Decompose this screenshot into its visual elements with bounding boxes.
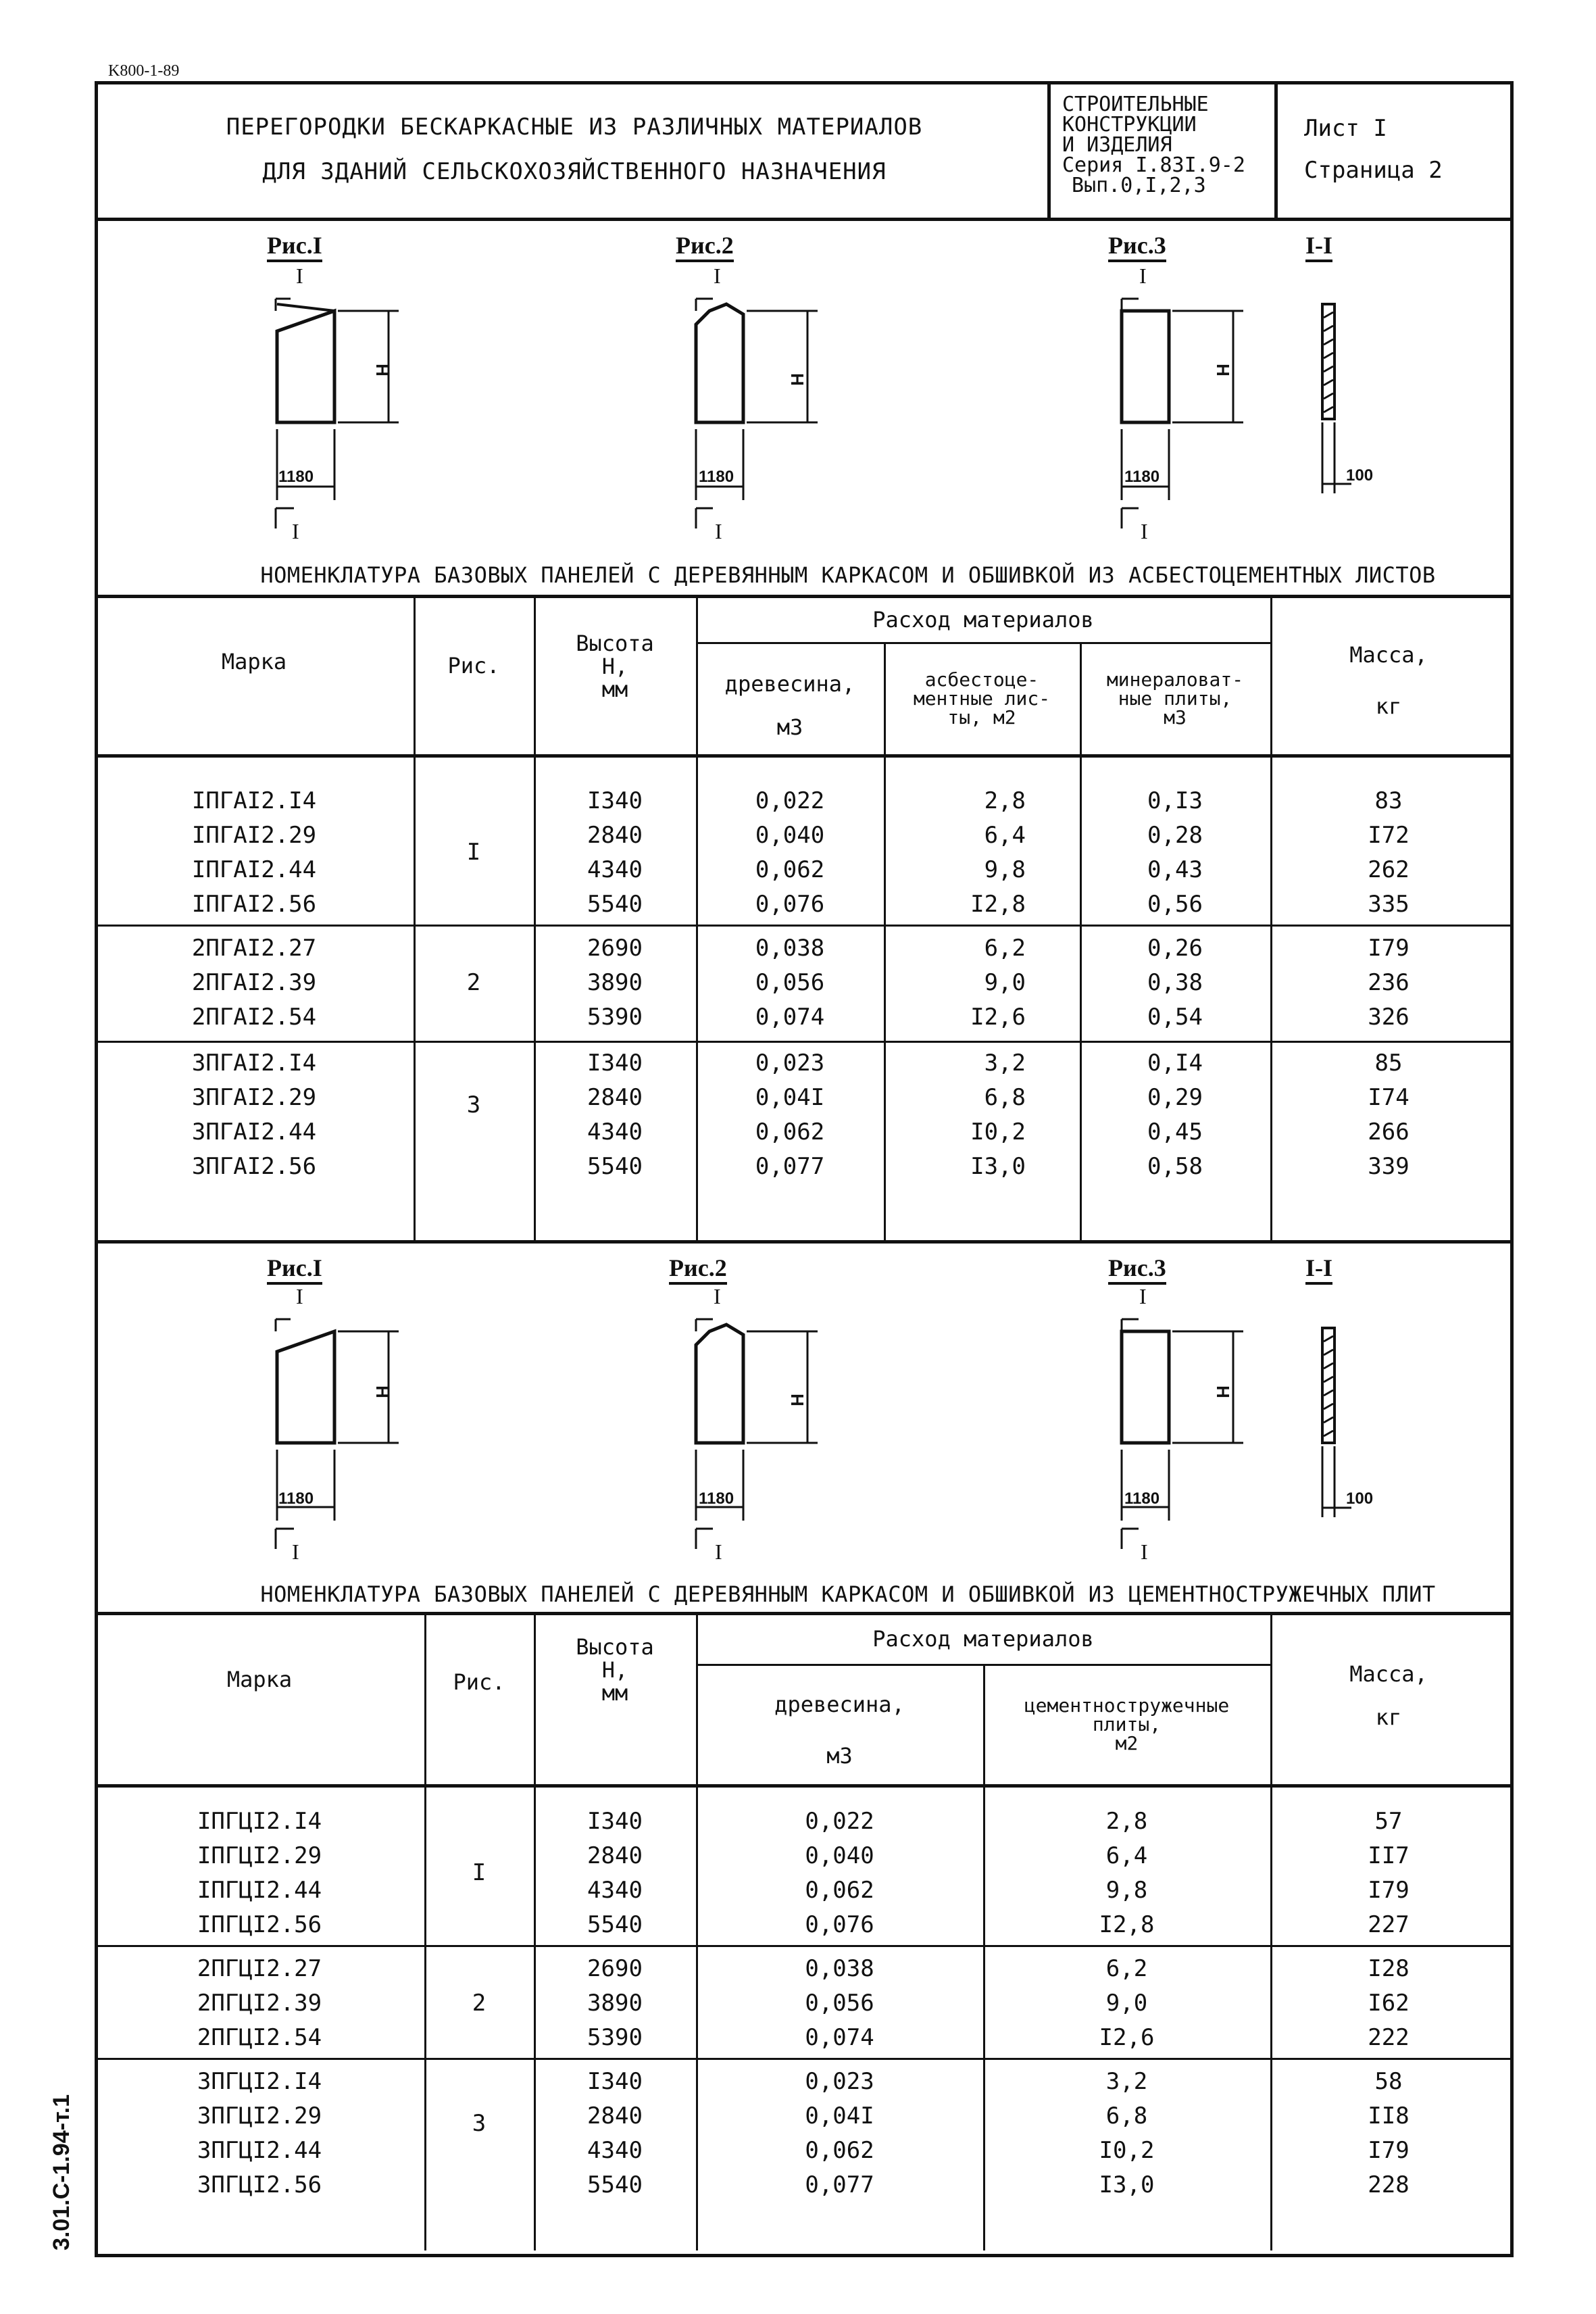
cell-height: 2840 — [587, 1084, 643, 1111]
cell-asb: I0,2 — [970, 1118, 1026, 1146]
t1-h-height — [534, 632, 696, 701]
cell-asb: I2,8 — [970, 891, 1026, 918]
fig-1-drawing-2 — [257, 1284, 412, 1568]
cell-mass: I79 — [1368, 2137, 1410, 2164]
cell-mark: 3ПГЦI2.29 — [197, 2102, 322, 2130]
t1-group-line-1 — [95, 925, 1510, 927]
cell-wood: 0,022 — [755, 787, 825, 814]
t2-h-csp-3: м2 — [1115, 1732, 1139, 1754]
cell-asb: 6,2 — [984, 935, 1026, 962]
cell-height: I340 — [587, 2068, 643, 2095]
title-bottom-line — [95, 218, 1510, 221]
cell-mass: 57 — [1374, 1808, 1403, 1835]
cell-wood: 0,04I — [805, 2102, 874, 2130]
cell-mass: 85 — [1374, 1050, 1403, 1077]
title-line-2: ДЛЯ ЗДАНИЙ СЕЛЬСКОХОЗЯЙСТВЕННОГО НАЗНАЧЕНИЯ — [262, 158, 887, 185]
cell-height: 5540 — [587, 891, 643, 918]
cell-height: 2840 — [587, 1842, 643, 1869]
cell-height: 4340 — [587, 856, 643, 883]
cell-mass: 326 — [1368, 1004, 1410, 1031]
cell-mark: 2ПГЦI2.27 — [197, 1955, 322, 1982]
cell-mass: I28 — [1368, 1955, 1410, 1982]
t1-h-consumption: Расход материалов — [872, 607, 1094, 633]
t1-h-fig: Рис. — [447, 653, 500, 679]
section-thickness-dim: 100 — [1346, 466, 1374, 485]
page-number: Страница 2 — [1304, 157, 1443, 184]
cell-height: I340 — [587, 1808, 643, 1835]
cell-mark: 3ПГЦI2.56 — [197, 2171, 322, 2198]
cell-mineral: 0,54 — [1147, 1004, 1203, 1031]
cell-mass: I62 — [1368, 1990, 1410, 2017]
cell-wood: 0,062 — [755, 856, 825, 883]
cell-mark: 2ПГЦI2.39 — [197, 1990, 322, 2017]
cell-csp: I2,6 — [1099, 2024, 1155, 2051]
cell-mass: 339 — [1368, 1153, 1410, 1180]
t1-bottom — [95, 1240, 1510, 1244]
t2-h-mass-2: кг — [1375, 1704, 1402, 1730]
t2-header-bottom — [95, 1784, 1510, 1788]
cell-csp: I3,0 — [1099, 2171, 1155, 2198]
fig-2-width-dim: 1180 — [699, 468, 734, 486]
fig-1-drawing — [257, 264, 412, 547]
fig-2-cut-bottom: I — [715, 519, 722, 543]
t1-h-mineral-1: минераловат- — [1106, 668, 1244, 691]
t1-h-wood — [696, 672, 884, 739]
cell-asb: 6,8 — [984, 1084, 1026, 1111]
cell-mineral: 0,56 — [1147, 891, 1203, 918]
cell-height: 2840 — [587, 2102, 643, 2130]
cell-mass: 222 — [1368, 2024, 1410, 2051]
cell-mark: 3ПГАI2.29 — [191, 1084, 317, 1111]
t1-h-mass-2: кг — [1375, 693, 1402, 719]
fig-1-height-mark: Н — [372, 364, 393, 376]
cell-height: 2840 — [587, 822, 643, 849]
cell-mark: 2ПГЦI2.54 — [197, 2024, 322, 2051]
fig-2-cut-bottom-2: I — [715, 1540, 722, 1564]
cell-mass: I74 — [1368, 1084, 1410, 1111]
document-code: K800-1-89 — [108, 62, 180, 80]
cell-mark: 3ПГЦI2.I4 — [197, 2068, 322, 2095]
t2-h-csp-2: плиты, — [1092, 1713, 1162, 1736]
cell-height: 4340 — [587, 1877, 643, 1904]
title-divider-2 — [1274, 81, 1278, 220]
fig-2-cut-top: I — [714, 264, 721, 288]
t1-consumption-line — [696, 642, 1270, 644]
cell-mineral: 0,29 — [1147, 1084, 1203, 1111]
t2-col-1 — [424, 1612, 426, 2250]
cell-mark: 3ПГЦI2.44 — [197, 2137, 322, 2164]
cell-wood: 0,038 — [805, 1955, 874, 1982]
fig-3-drawing-2 — [1101, 1284, 1257, 1568]
stamp-line-3: И ИЗДЕЛИЯ — [1062, 133, 1172, 157]
cell-mass: 58 — [1374, 2068, 1403, 2095]
t1-h-mass — [1270, 643, 1507, 718]
cell-asb: 2,8 — [984, 787, 1026, 814]
fig-2-cut-top-2: I — [714, 1284, 721, 1308]
t1-h-asb-1: асбестоце- — [924, 668, 1039, 691]
t2-h-height-1: Высота — [576, 1634, 654, 1660]
cell-mass: 266 — [1368, 1118, 1410, 1146]
cell-mineral: 0,45 — [1147, 1118, 1203, 1146]
cell-csp: 9,0 — [1105, 1990, 1148, 2017]
t1-h-mark: Марка — [221, 649, 287, 674]
cell-csp: I2,8 — [1099, 1911, 1155, 1938]
stamp-line-5: Вып.0,I,2,3 — [1072, 174, 1206, 197]
t2-g2-fig: 2 — [472, 1990, 487, 2017]
cell-mass: II8 — [1368, 2102, 1410, 2130]
cell-mark: IПГАI2.29 — [191, 822, 317, 849]
cell-mineral: 0,I4 — [1147, 1050, 1203, 1077]
cell-csp: 6,4 — [1105, 1842, 1148, 1869]
fig-3-cut-bottom: I — [1141, 519, 1148, 543]
stamp-line-1: СТРОИТЕЛЬНЫЕ — [1062, 93, 1209, 116]
cell-wood: 0,076 — [805, 1911, 874, 1938]
cell-csp: 6,8 — [1105, 2102, 1148, 2130]
t1-h-height-1: Высота — [576, 631, 654, 656]
t2-h-mark: Марка — [226, 1667, 293, 1692]
cell-mark: 3ПГАI2.56 — [191, 1153, 317, 1180]
t1-h-height-3: мм — [601, 676, 628, 702]
cell-height: 2690 — [587, 935, 643, 962]
t1-h-wood-1: древесина, — [724, 671, 855, 697]
cell-wood: 0,077 — [755, 1153, 825, 1180]
cell-wood: 0,04I — [755, 1084, 825, 1111]
t2-g1-fig: I — [472, 1859, 487, 1886]
fig-1-cut-bottom-2: I — [292, 1540, 299, 1564]
fig-3-width-dim-2: 1180 — [1124, 1490, 1160, 1508]
t1-h-mineral — [1080, 670, 1270, 727]
t1-h-asb-2: ментные лис- — [913, 687, 1051, 710]
fig-3-height-mark: Н — [1212, 364, 1233, 376]
t1-g2-fig: 2 — [466, 969, 481, 996]
t2-h-wood-2: м3 — [826, 1743, 853, 1769]
cell-mineral: 0,26 — [1147, 935, 1203, 962]
fig-3-label-2: Рис.3 — [1108, 1254, 1166, 1285]
cell-wood: 0,074 — [755, 1004, 825, 1031]
fig-2-height-mark: Н — [787, 373, 807, 386]
t1-h-asb — [884, 670, 1080, 727]
title-divider-1 — [1047, 81, 1051, 220]
t1-h-mineral-3: м3 — [1164, 706, 1187, 729]
title-line-1: ПЕРЕГОРОДКИ БЕСКАРКАСНЫЕ ИЗ РАЗЛИЧНЫХ МАТЕРИАЛОВ — [226, 114, 923, 141]
cell-csp: 6,2 — [1105, 1955, 1148, 1982]
cell-mineral: 0,I3 — [1147, 787, 1203, 814]
cell-asb: 6,4 — [984, 822, 1026, 849]
t2-h-height-3: мм — [601, 1680, 628, 1706]
cell-height: 5390 — [587, 1004, 643, 1031]
cell-wood: 0,062 — [805, 2137, 874, 2164]
cell-height: 5540 — [587, 1153, 643, 1180]
t1-top — [95, 595, 1510, 598]
cell-wood: 0,040 — [805, 1842, 874, 1869]
cell-csp: 3,2 — [1105, 2068, 1148, 2095]
fig-1-label: Рис.I — [267, 231, 322, 262]
t1-header-bottom — [95, 754, 1510, 758]
cell-wood: 0,062 — [805, 1877, 874, 1904]
fig-3-width-dim: 1180 — [1124, 468, 1160, 486]
t2-h-fig: Рис. — [453, 1669, 505, 1695]
t1-h-mass-1: Масса, — [1349, 642, 1428, 668]
fig-2-height-mark-2: Н — [787, 1394, 807, 1406]
fig-1-cut-bottom: I — [292, 519, 299, 543]
cell-mineral: 0,43 — [1147, 856, 1203, 883]
fig-1-height-mark-2: Н — [372, 1385, 393, 1398]
cell-mass: I79 — [1368, 935, 1410, 962]
t1-h-asb-3: ты, м2 — [947, 706, 1016, 729]
cell-height: 3890 — [587, 1990, 643, 2017]
section-thickness-dim-2: 100 — [1346, 1490, 1374, 1508]
t2-g3-fig: 3 — [472, 2110, 487, 2137]
cell-mineral: 0,38 — [1147, 969, 1203, 996]
t1-h-height-2: Н, — [601, 654, 628, 679]
cell-wood: 0,074 — [805, 2024, 874, 2051]
cell-mark: 3ПГАI2.I4 — [191, 1050, 317, 1077]
cell-height: 2690 — [587, 1955, 643, 1982]
fig-1-width-dim-2: 1180 — [278, 1490, 314, 1508]
t1-g3-fig: 3 — [466, 1091, 481, 1118]
cell-mark: 2ПГАI2.54 — [191, 1004, 317, 1031]
cell-wood: 0,023 — [755, 1050, 825, 1077]
t1-g1-fig: I — [466, 839, 481, 866]
section-label: I-I — [1305, 231, 1332, 262]
cell-mark: IПГЦI2.29 — [197, 1842, 322, 1869]
stamp-line-4: Серия I.83I.9-2 — [1062, 153, 1245, 177]
cell-mass: 228 — [1368, 2171, 1410, 2198]
t2-group-line-2 — [95, 2058, 1510, 2060]
fig-3-cut-bottom-2: I — [1141, 1540, 1148, 1564]
cell-height: 4340 — [587, 2137, 643, 2164]
cell-mark: IПГЦI2.56 — [197, 1911, 322, 1938]
t2-top — [95, 1612, 1510, 1615]
fig-3-drawing — [1101, 264, 1257, 547]
cell-wood: 0,022 — [805, 1808, 874, 1835]
cell-wood: 0,062 — [755, 1118, 825, 1146]
t2-h-mass-1: Масса, — [1349, 1661, 1428, 1687]
t2-h-csp-1: цементностружечные — [1024, 1694, 1230, 1717]
fig-2-drawing — [676, 264, 831, 547]
cell-height: 5540 — [587, 2171, 643, 2198]
fig-1-label-2: Рис.I — [267, 1254, 322, 1285]
cell-asb: I3,0 — [970, 1153, 1026, 1180]
t1-h-mineral-2: ные плиты, — [1118, 687, 1232, 710]
t2-h-csp — [983, 1696, 1270, 1753]
cell-height: 5540 — [587, 1911, 643, 1938]
fig-3-label: Рис.3 — [1108, 231, 1166, 262]
section-label-2: I-I — [1305, 1254, 1332, 1285]
fig-1-width-dim: 1180 — [278, 468, 314, 486]
cell-mineral: 0,58 — [1147, 1153, 1203, 1180]
cell-mark: IПГЦI2.I4 — [197, 1808, 322, 1835]
fig-3-height-mark-2: Н — [1212, 1385, 1233, 1398]
cell-csp: 9,8 — [1105, 1877, 1148, 1904]
cell-wood: 0,076 — [755, 891, 825, 918]
cell-mark: IПГАI2.I4 — [191, 787, 317, 814]
t1-col-1 — [414, 595, 416, 1240]
t1-group-line-2 — [95, 1041, 1510, 1043]
cell-mass: 83 — [1374, 787, 1403, 814]
t2-h-wood — [696, 1693, 983, 1767]
cell-csp: I0,2 — [1099, 2137, 1155, 2164]
cell-height: I340 — [587, 1050, 643, 1077]
fig-3-cut-top: I — [1139, 264, 1147, 288]
series-stamp — [1062, 95, 1245, 196]
cell-wood: 0,077 — [805, 2171, 874, 2198]
cell-mass: 335 — [1368, 891, 1410, 918]
fig-2-label: Рис.2 — [676, 231, 734, 262]
cell-mineral: 0,28 — [1147, 822, 1203, 849]
cell-mass: 227 — [1368, 1911, 1410, 1938]
fig-2-drawing-2 — [676, 1284, 831, 1568]
fig-1-cut-top-2: I — [296, 1284, 303, 1308]
cell-mark: 2ПГАI2.27 — [191, 935, 317, 962]
cell-wood: 0,023 — [805, 2068, 874, 2095]
t2-group-line-1 — [95, 1945, 1510, 1947]
fig-2-label-2: Рис.2 — [669, 1254, 727, 1285]
cell-wood: 0,038 — [755, 935, 825, 962]
cell-asb: I2,6 — [970, 1004, 1026, 1031]
fig-2-width-dim-2: 1180 — [699, 1490, 734, 1508]
cell-mass: 236 — [1368, 969, 1410, 996]
t2-h-height — [534, 1635, 696, 1704]
sheet-number: Лист I — [1304, 115, 1387, 142]
t2-h-consumption: Расход материалов — [872, 1626, 1094, 1652]
cell-mass: II7 — [1368, 1842, 1410, 1869]
cell-mass: 262 — [1368, 856, 1410, 883]
cell-height: 3890 — [587, 969, 643, 996]
cell-csp: 2,8 — [1105, 1808, 1148, 1835]
cell-mark: IПГАI2.44 — [191, 856, 317, 883]
cell-asb: 9,8 — [984, 856, 1026, 883]
cell-wood: 0,056 — [805, 1990, 874, 2017]
t2-h-wood-1: древесина, — [774, 1692, 905, 1717]
stamp-line-2: КОНСТРУКЦИИ — [1062, 113, 1197, 137]
cell-height: 4340 — [587, 1118, 643, 1146]
t1-h-wood-2: м3 — [776, 714, 803, 740]
fig-3-cut-top-2: I — [1139, 1284, 1147, 1308]
fig-1-cut-top: I — [296, 264, 303, 288]
t2-h-height-2: Н, — [601, 1657, 628, 1683]
table-1-caption: НОМЕНКЛАТУРА БАЗОВЫХ ПАНЕЛЕЙ С ДЕРЕВЯННЫМ КАРКАСОМ И ОБШИВКОЙ ИЗ АСБЕСТОЦЕМЕНТНЫХ ЛИСТОВ — [260, 562, 1436, 588]
cell-height: 5390 — [587, 2024, 643, 2051]
table-2-caption: НОМЕНКЛАТУРА БАЗОВЫХ ПАНЕЛЕЙ С ДЕРЕВЯННЫМ КАРКАСОМ И ОБШИВКОЙ ИЗ ЦЕМЕНТНОСТРУЖЕЧНЫХ ПЛИТ — [260, 1581, 1436, 1607]
side-document-code: 3.01.C-1.94-т.1 — [49, 2094, 74, 2250]
cell-mark: 3ПГАI2.44 — [191, 1118, 317, 1146]
cell-mass: I79 — [1368, 1877, 1410, 1904]
cell-asb: 9,0 — [984, 969, 1026, 996]
cell-wood: 0,040 — [755, 822, 825, 849]
cell-mark: 2ПГАI2.39 — [191, 969, 317, 996]
t2-h-mass — [1270, 1663, 1507, 1729]
cell-height: I340 — [587, 787, 643, 814]
cell-wood: 0,056 — [755, 969, 825, 996]
cell-mark: IПГАI2.56 — [191, 891, 317, 918]
cell-asb: 3,2 — [984, 1050, 1026, 1077]
cell-mark: IПГЦI2.44 — [197, 1877, 322, 1904]
cell-mass: I72 — [1368, 822, 1410, 849]
